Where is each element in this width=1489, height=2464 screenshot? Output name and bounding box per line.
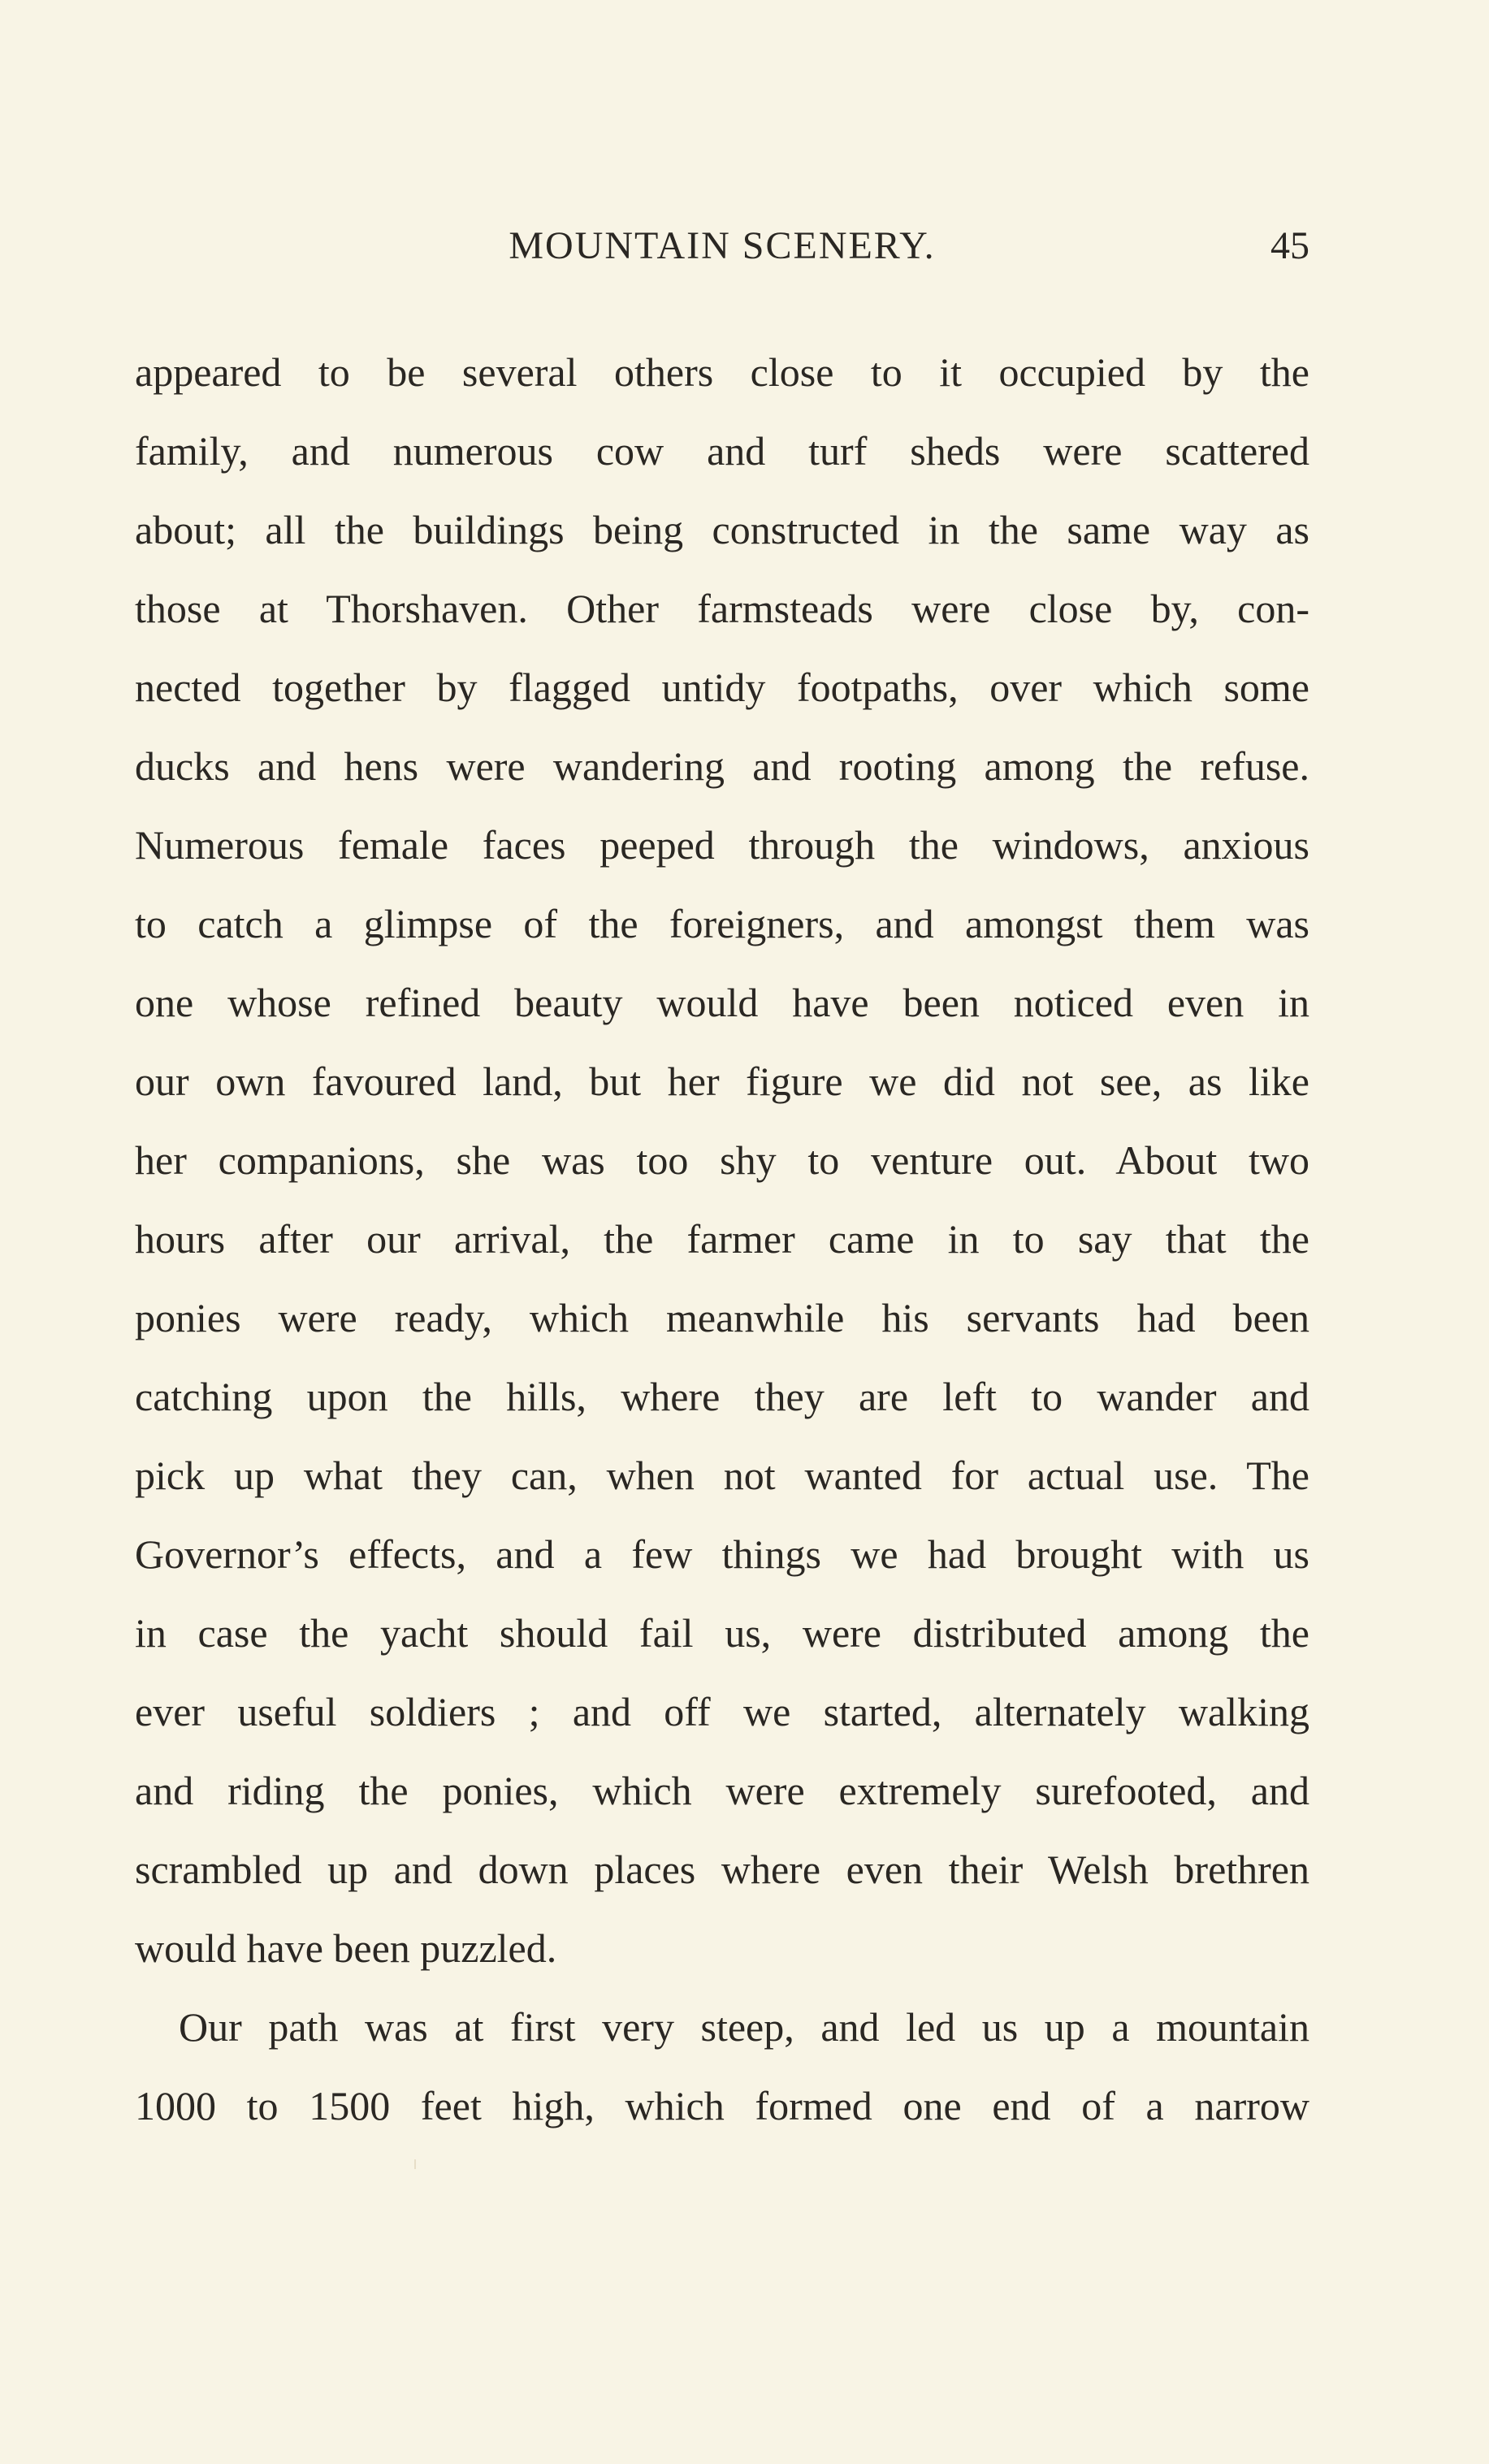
text-line-21: would have been puzzled. — [135, 1925, 557, 1971]
text-line-6: ducks and hens were wandering and rooting among the refuse. — [135, 743, 1309, 789]
text-line-13: ponies were ready, which meanwhile his servants had been — [135, 1295, 1309, 1340]
text-line-10: our own favoured land, but her figure we did not see, as like — [135, 1059, 1309, 1104]
text-line-4: those at Thorshaven. Other farmsteads were close by, con- — [135, 586, 1309, 631]
paragraph-1 — [135, 333, 1309, 1988]
text-line-22: Our path was at first very steep, and led us up a mountain — [179, 2004, 1309, 2050]
body-text — [135, 333, 1309, 2146]
page-number: 45 — [1270, 224, 1309, 267]
text-line-9: one whose refined beauty would have been noticed even in — [135, 980, 1309, 1025]
text-line-15: pick up what they can, when not wanted for actual use. The — [135, 1453, 1309, 1498]
paper-speck — [414, 2159, 416, 2169]
text-line-16: Governor’s effects, and a few things we had brought with us — [135, 1531, 1309, 1577]
text-line-8: to catch a glimpse of the foreigners, and amongst them was — [135, 901, 1309, 946]
chapter-title: MOUNTAIN SCENERY. — [509, 224, 936, 267]
text-line-12: hours after our arrival, the farmer came in to say that the — [135, 1216, 1309, 1262]
text-line-20: scrambled up and down places where even their Welsh brethren — [135, 1847, 1309, 1892]
text-line-3: about; all the buildings being constructed in the same way as — [135, 507, 1309, 552]
text-line-2: family, and numerous cow and turf sheds were scattered — [135, 428, 1309, 474]
running-head — [135, 218, 1309, 275]
text-line-19: and riding the ponies, which were extremely surefooted, and — [135, 1768, 1309, 1813]
paragraph-2 — [135, 1988, 1309, 2146]
text-line-17: in case the yacht should fail us, were distributed among the — [135, 1610, 1309, 1656]
text-line-1: appeared to be several others close to it occupied by the — [135, 349, 1309, 395]
text-line-23: 1000 to 1500 feet high, which formed one end of a narrow — [135, 2083, 1309, 2128]
text-line-18: ever useful soldiers ; and off we started, alternately walking — [135, 1689, 1309, 1734]
text-line-11: her companions, she was too shy to venture out. About two — [135, 1137, 1309, 1183]
text-line-14: catching upon the hills, where they are left to wander and — [135, 1374, 1309, 1419]
text-line-7: Numerous female faces peeped through the windows, anxious — [135, 822, 1309, 868]
text-line-5: nected together by flagged untidy footpaths, over which some — [135, 665, 1309, 710]
